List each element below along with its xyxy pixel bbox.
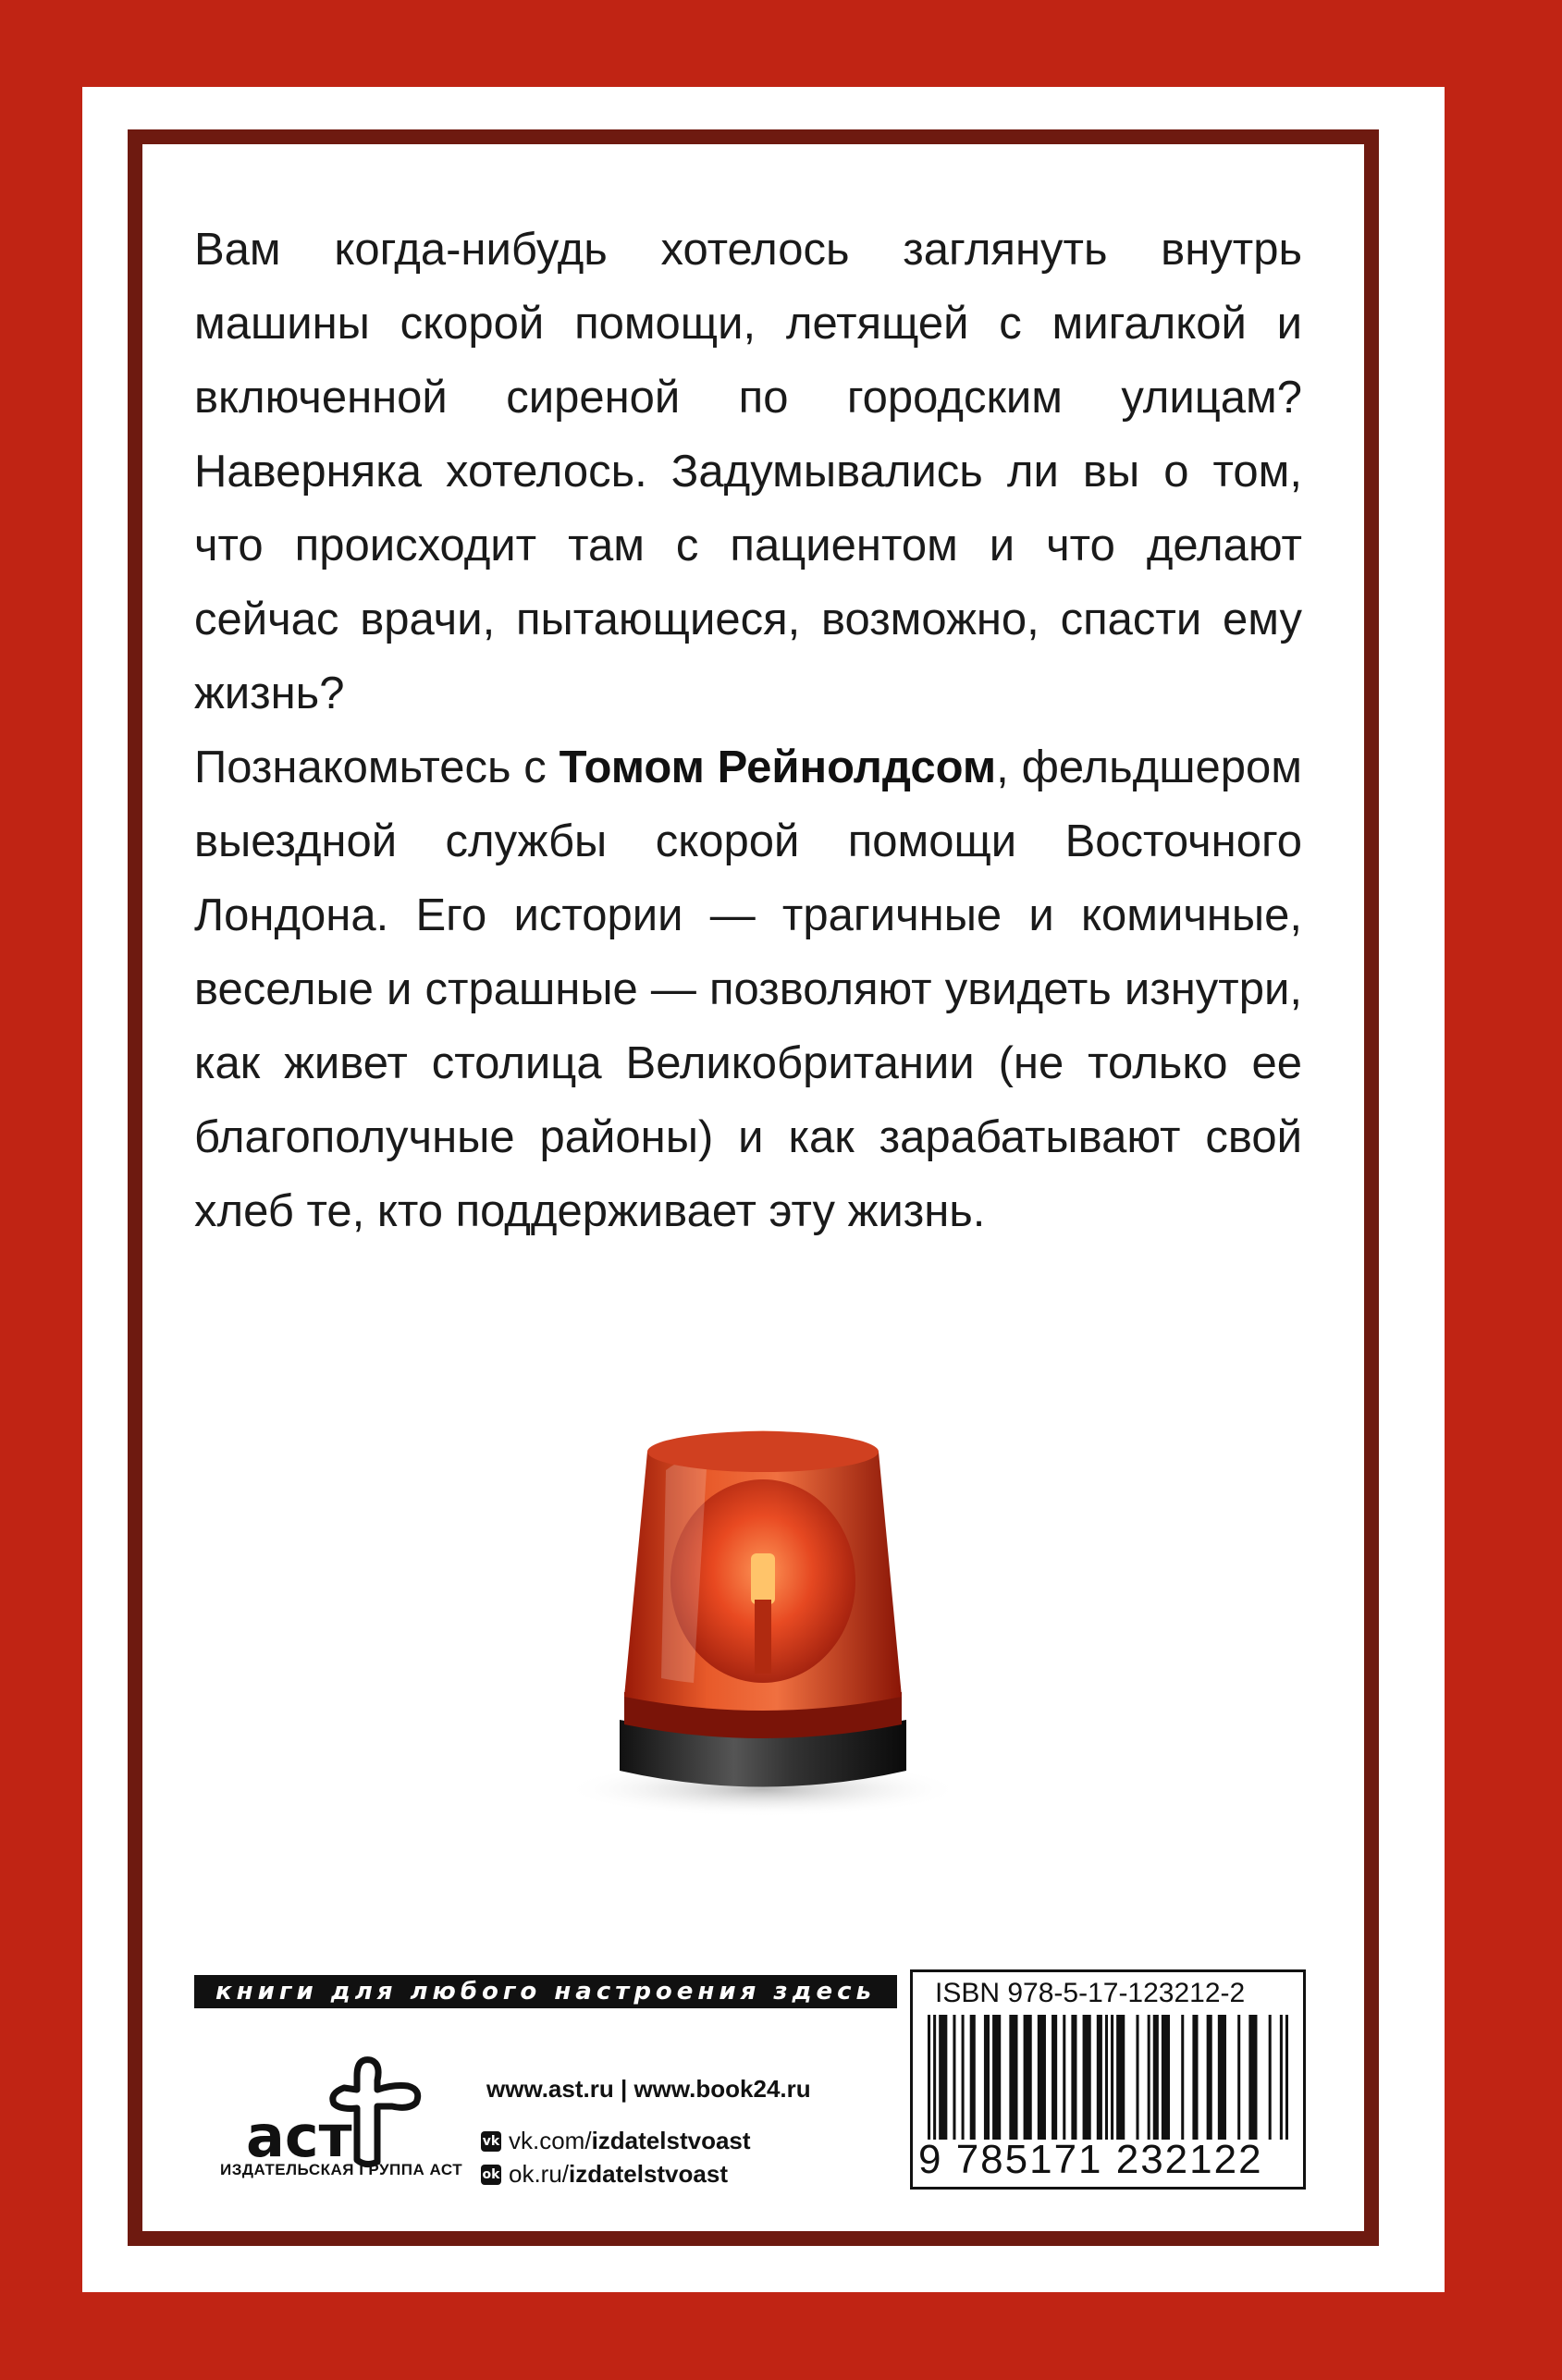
barcode-bar (1285, 2015, 1288, 2140)
ok-handle: izdatelstvoast (569, 2160, 728, 2188)
barcode-bar (1280, 2015, 1283, 2140)
barcode-bar (1038, 2015, 1046, 2140)
slogan-strip: книги для любого настроения здесь (194, 1975, 897, 2008)
barcode-bar (1097, 2015, 1102, 2140)
barcode-bar (1083, 2015, 1091, 2140)
vk-icon: vk (481, 2131, 501, 2152)
beacon-top (647, 1431, 879, 1472)
author-name: Томом Рейнолдсом (559, 742, 997, 792)
barcode-box (910, 1969, 1306, 2190)
beacon-bulb (751, 1553, 775, 1604)
logo-wordmark: аст (246, 2103, 352, 2170)
isbn-number: ISBN 978-5-17-123212-2 (935, 1978, 1246, 2008)
barcode-bar (984, 2015, 990, 2140)
barcode-bar (1024, 2015, 1032, 2140)
vk-prefix: vk.com/ (509, 2127, 592, 2154)
barcode-bar (1105, 2015, 1108, 2140)
barcode-bar (1063, 2015, 1065, 2140)
barcode-bar (1111, 2015, 1113, 2140)
beacon-light-illustration (546, 1415, 980, 1822)
barcode-bar (1071, 2015, 1076, 2140)
ok-link (481, 2160, 728, 2189)
blurb-p2-end: , фельдшером выездной службы скорой помощи Восточного Лондона. Его истории — трагичные и комичные, веселые и страшные — позволяют увидеть изнутри, как живет столица Великобритании (не только ее благополучные районы) и как зарабатывают свой хлеб те, кто поддерживает эту жизнь. (194, 742, 1302, 1236)
ok-prefix: ok.ru/ (509, 2160, 570, 2188)
barcode-bar (1116, 2015, 1125, 2140)
barcode-bar (1136, 2015, 1138, 2140)
blurb-paragraph-1: Вам когда-нибудь хотелось заглянуть внутрь машины скорой помощи, летящей с мигалкой и включенной сиреной по городским улицам? Наверняка хотелось. Задумывались ли вы о том, что происходит там с пациентом и что делают сейчас врачи, пытающиеся, возможно, спасти ему жизнь? (194, 225, 1302, 718)
barcode-bar (1248, 2015, 1257, 2140)
barcode-bar (928, 2015, 930, 2140)
cover-blurb (194, 213, 1302, 1248)
barcode-bar (1192, 2015, 1198, 2140)
beacon-stem (755, 1600, 771, 1674)
barcode-bar (1052, 2015, 1057, 2140)
barcode-digits: 9 785171 232122 (918, 2137, 1263, 2182)
website-links: www.ast.ru | www.book24.ru (486, 2075, 811, 2103)
barcode-bar (1237, 2015, 1240, 2140)
barcode-bar (1181, 2015, 1184, 2140)
blurb-paragraph-2 (194, 730, 1302, 1248)
barcode-bar (970, 2015, 976, 2140)
vk-link (481, 2127, 751, 2155)
barcode-bar (1009, 2015, 1017, 2140)
barcode-bar (962, 2015, 965, 2140)
publisher-name: ИЗДАТЕЛЬСКАЯ ГРУППА АСТ (220, 2161, 463, 2178)
barcode-bar (1148, 2015, 1150, 2140)
barcode-bar (1218, 2015, 1226, 2140)
barcode-bar (953, 2015, 955, 2140)
vk-handle: izdatelstvoast (591, 2127, 751, 2154)
barcode-bar (939, 2015, 947, 2140)
odnoklassniki-icon: ok (481, 2165, 501, 2185)
barcode-bar (933, 2015, 936, 2140)
barcode-bar (1207, 2015, 1212, 2140)
barcode-bar (1269, 2015, 1272, 2140)
barcode-bar (992, 2015, 1001, 2140)
blurb-p2-start: Познакомьтесь с (194, 742, 560, 792)
barcode-bar (1162, 2015, 1170, 2140)
barcode-bar (1153, 2015, 1159, 2140)
barcode-bars (928, 2015, 1288, 2140)
